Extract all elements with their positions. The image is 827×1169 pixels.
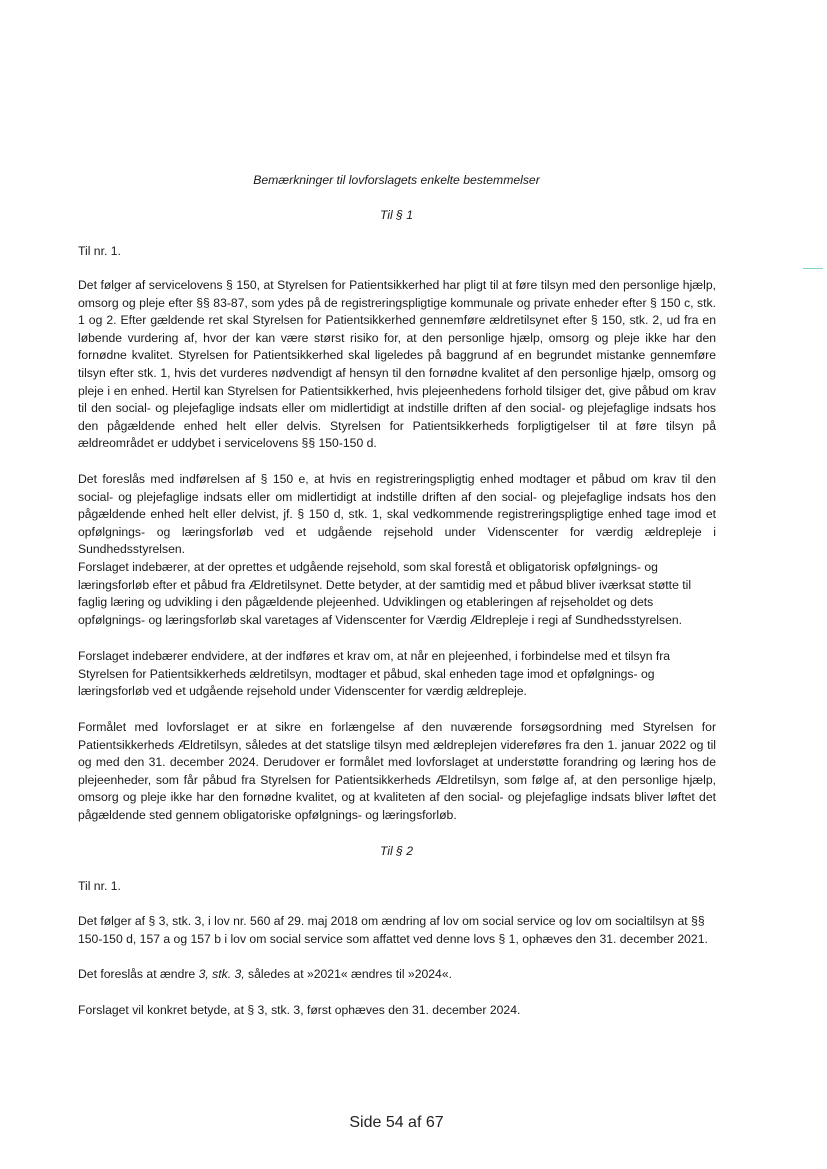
paragraph: Forslaget vil konkret betyde, at § 3, stk. 3, først ophæves den 31. december 2024.	[78, 1003, 521, 1017]
text-run: således at »2021« ændres til »2024«.	[244, 967, 452, 981]
margin-mark	[803, 268, 823, 269]
paragraph: Det følger af § 3, stk. 3, i lov nr. 560 af 29. maj 2018 om ændring af lov om social service og lov om socialtilsyn at §§ 150-150 d, 157 a og 157 b i lov om social service som affattet ved denne lovs § 1, ophæves den 31. december 2021.	[78, 914, 708, 946]
page-number-footer: Side 54 af 67	[349, 1114, 444, 1131]
section-heading-2: Til § 2	[379, 844, 414, 858]
paragraph	[78, 966, 716, 984]
text-run: Det foreslås at ændre	[78, 967, 199, 981]
italic-text-run: 3, stk. 3,	[198, 967, 245, 981]
paragraph: Formålet med lovforslaget er at sikre en forlængelse af den nuværende forsøgsordning med Styrelsen for Patientsikkerheds Ældretilsyn, således at det statslige tilsyn med ældreplejen videreføres fra den 1. januar 2022 og til og med den 31. december 2024. Derudover er formålet med lovforslaget at understøtte forandring og læring hos de plejeenheder, som får påbud fra Styrelsen for Patientsikkerheds Ældretilsyn, som følge af, at den personlige hjælp, omsorg og pleje ikke har den fornødne kvalitet, og at kvaliteten af den social- og plejefaglige indsats bliver løftet det pågældende sted gennem obligatoriske opfølgnings- og læringsforløb.	[78, 720, 716, 822]
paragraph: Forslaget indebærer endvidere, at der indføres et krav om, at når en plejeenhed, i forbindelse med et tilsyn fra Styrelsen for Patientsikkerheds ældretilsyn, modtager et påbud, skal enheden tage imod et opfølgnings- og læringsforløb ved et udgående rejsehold under Videnscenter for værdig ældrepleje.	[78, 649, 671, 699]
section-heading-1: Til § 1	[379, 208, 414, 222]
item-label-2: Til nr. 1.	[78, 879, 121, 893]
item-label-1: Til nr. 1.	[78, 244, 121, 258]
paragraph: Forslaget indebærer, at der oprettes et udgående rejsehold, som skal forestå et obligatorisk opfølgnings- og læringsforløb efter et påbud fra Ældretilsynet. Dette betyder, at der samtidig med et påbud bliver iværksat støtte til faglig læring og udvikling i den pågældende plejeenhed. Udviklingen og etableringen af rejseholdet og dets opfølgnings- og læringsforløb skal varetages af Videnscenter for Værdig Ældrepleje i regi af Sundhedsstyrelsen.	[78, 560, 692, 627]
paragraph: Det foreslås med indførelsen af § 150 e, at hvis en registreringspligtig enhed modtager et påbud om krav til den social- og plejefaglige indsats eller om midlertidigt at indstille driften af den social- og plejefaglige indsats hos den pågældende enhed helt eller delvist, jf. § 150 d, stk. 1, skal vedkommende registreringspligtige enhed tage imod et opfølgnings- og læringsforløb ved et udgående rejsehold under Videnscenter for værdig ældrepleje i Sundhedsstyrelsen.	[78, 472, 716, 557]
paragraph: Det følger af servicelovens § 150, at Styrelsen for Patientsikkerhed har pligt til at føre tilsyn med den personlige hjælp, omsorg og pleje efter §§ 83-87, som ydes på de registreringspligtige kommunale og private enheder efter § 150 c, stk. 1 og 2. Efter gældende ret skal Styrelsen for Patientsikkerhed gennemføre ældretilsynet efter § 150, stk. 2, ud fra en løbende vurdering af, hvor der kan være størst risiko for, at den personlige hjælp, omsorg og pleje ikke har den fornødne kvalitet. Styrelsen for Patientsikkerhed skal ligeledes på baggrund af en begrundet mistanke gennemføre tilsyn efter stk. 1, hvis det vurderes nødvendigt af hensyn til den fornødne kvalitet af den personlige hjælp, omsorg og pleje i en enhed. Hertil kan Styrelsen for Patientsikkerhed, hvis plejeenhedens forhold tilsiger det, give påbud om krav til den social- og plejefaglige indsats eller om midlertidigt at indstille driften af den social- og plejefaglige indsats hos den pågældende enhed helt eller delvis. Styrelsen for Patientsikkerheds forpligtigelser til at føre tilsyn på ældreområdet er uddybet i servicelovens §§ 150-150 d.	[78, 278, 716, 451]
document-title: Bemærkninger til lovforslagets enkelte bestemmelser	[253, 173, 540, 187]
